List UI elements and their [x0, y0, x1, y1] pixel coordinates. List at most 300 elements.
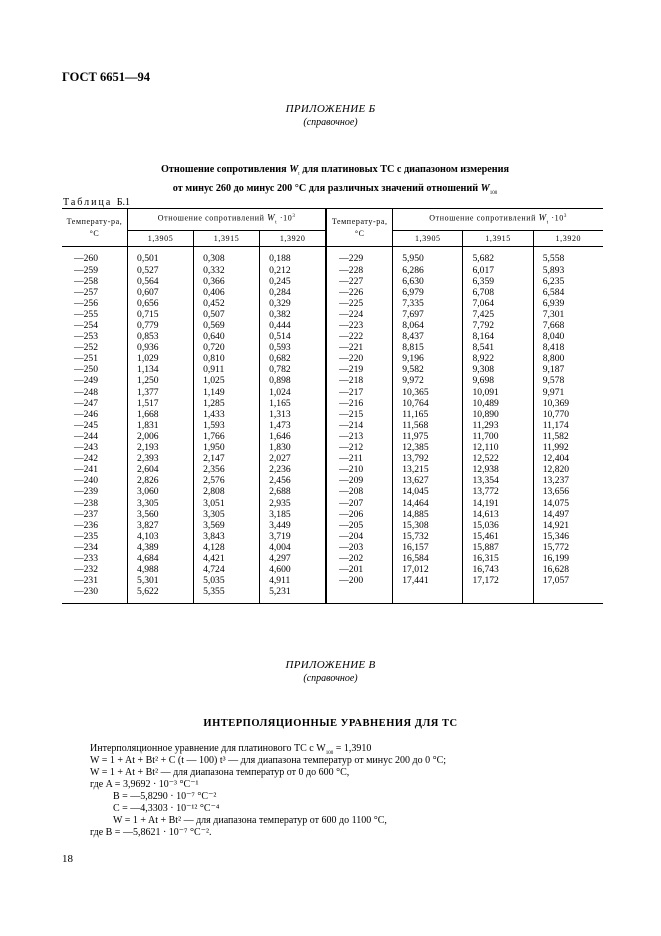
right-cell-ratio-0: 6,630	[393, 276, 463, 287]
right-cell-ratio-1: 7,792	[463, 320, 533, 331]
right-cell-temp: —215	[326, 409, 393, 420]
table-row	[62, 375, 603, 386]
right-cell-ratio-2: 14,921	[533, 520, 603, 531]
left-cell-ratio-0: 2,193	[128, 442, 194, 453]
left-cell-temp: —255	[74, 308, 98, 320]
left-cell-temp: —260	[74, 253, 98, 265]
ratio-header-exp: 3	[292, 214, 296, 219]
appendix-v-title: ПРИЛОЖЕНИЕ В	[285, 659, 376, 671]
right-cell-ratio-2: 9,578	[533, 375, 603, 386]
right-cell-ratio-1: 8,922	[463, 353, 533, 364]
left-cell-ratio-1: 0,640	[194, 331, 260, 342]
right-cell-ratio-0: 11,568	[393, 420, 463, 431]
left-cell-ratio-1: 0,569	[194, 320, 260, 331]
right-cell-ratio-0	[393, 586, 463, 604]
table-row	[62, 276, 603, 287]
table-row	[62, 420, 603, 431]
table-label	[63, 197, 130, 208]
appendix-v-subtitle: (справочное)	[303, 673, 358, 684]
right-cell-ratio-0: 10,365	[393, 387, 463, 398]
left-cell-ratio-1: 4,724	[194, 564, 260, 575]
left-cell-temp: —241	[74, 464, 98, 476]
right-cell-temp: —228	[326, 265, 393, 276]
left-cell-ratio-2: 0,245	[260, 276, 327, 287]
right-cell-ratio-0: 9,582	[393, 364, 463, 375]
right-cell-temp: —222	[326, 331, 393, 342]
right-cell-ratio-1: 14,191	[463, 498, 533, 509]
right-cell-temp: —226	[326, 287, 393, 298]
left-cell-temp: —239	[74, 486, 98, 498]
right-cell-ratio-2: 13,656	[533, 486, 603, 497]
right-cell-ratio-1: 14,613	[463, 509, 533, 520]
left-cell-ratio-1: 0,332	[194, 265, 260, 276]
right-cell-ratio-0: 8,064	[393, 320, 463, 331]
left-cell-ratio-0: 3,060	[128, 486, 194, 497]
right-cell-ratio-2: 15,346	[533, 531, 603, 542]
right-cell-ratio-2: 5,893	[533, 265, 603, 276]
table-row	[62, 409, 603, 420]
right-cell-ratio-2: 15,772	[533, 542, 603, 553]
right-cell-ratio-2: 17,057	[533, 575, 603, 586]
left-cell-temp: —232	[74, 564, 98, 576]
left-cell-ratio-0: 3,305	[128, 498, 194, 509]
caption-line1-a: Отношение сопротивления	[160, 164, 287, 175]
equation-3: W = 1 + At + Bt² — для диапазона температур от 600 до 1100 °С,	[113, 815, 387, 826]
ratio-header-symbol: W	[267, 212, 276, 223]
left-cell-ratio-2: 1,473	[260, 420, 327, 431]
left-cell-ratio-0: 0,715	[128, 309, 194, 320]
ratio-col-left-1: 1,3915	[194, 231, 260, 247]
right-cell-ratio-0: 13,627	[393, 475, 463, 486]
left-cell-ratio-2: 2,688	[260, 486, 327, 497]
ratio-col-left-2: 1,3920	[260, 231, 327, 247]
ratio-header-text: Отношение сопротивлений	[157, 213, 265, 223]
left-cell-ratio-0: 0,936	[128, 342, 194, 353]
right-cell-ratio-1: 10,489	[463, 398, 533, 409]
table-row	[62, 287, 603, 298]
coef-c: C = —4,3303 · 10⁻¹² °С⁻⁴	[113, 803, 220, 814]
intro-sub: 100	[325, 751, 334, 756]
right-cell-ratio-0: 8,815	[393, 342, 463, 353]
left-cell-temp: —246	[74, 408, 98, 420]
left-cell-ratio-0: 5,622	[128, 586, 194, 604]
left-cell-ratio-0: 2,604	[128, 464, 194, 475]
left-cell-ratio-1: 3,843	[194, 531, 260, 542]
left-cell-temp: —240	[74, 475, 98, 487]
right-cell-ratio-2: 11,582	[533, 431, 603, 442]
left-cell-ratio-0: 2,006	[128, 431, 194, 442]
left-cell-ratio-1: 1,593	[194, 420, 260, 431]
left-cell-ratio-2: 0,782	[260, 364, 327, 375]
right-cell-ratio-2: 9,971	[533, 387, 603, 398]
left-cell-ratio-0: 0,501	[128, 247, 194, 265]
right-cell-ratio-0: 9,196	[393, 353, 463, 364]
equation-1: W = 1 + At + Bt² + C (t — 100) t³ — для диапазона температур от минус 200 до 0 °С;	[90, 755, 447, 766]
right-cell-ratio-2: 14,075	[533, 498, 603, 509]
left-cell-ratio-2: 4,297	[260, 553, 327, 564]
left-cell-ratio-2: 2,236	[260, 464, 327, 475]
left-cell-ratio-0: 0,564	[128, 276, 194, 287]
caption-line1-b: для платиновых ТС с диапазоном измерения	[302, 164, 510, 175]
right-cell-ratio-0: 7,335	[393, 298, 463, 309]
left-cell-ratio-1: 1,149	[194, 387, 260, 398]
right-cell-temp: —223	[326, 320, 393, 331]
left-cell-temp: —256	[74, 297, 98, 309]
left-cell-ratio-1: 1,025	[194, 375, 260, 386]
right-cell-ratio-2: 7,668	[533, 320, 603, 331]
left-cell-ratio-2: 0,284	[260, 287, 327, 298]
right-cell-ratio-0: 15,732	[393, 531, 463, 542]
right-cell-ratio-2: 8,800	[533, 353, 603, 364]
right-cell-ratio-1: 10,091	[463, 387, 533, 398]
right-cell-ratio-2: 10,770	[533, 409, 603, 420]
left-cell-ratio-2: 3,185	[260, 509, 327, 520]
left-cell-ratio-2: 1,024	[260, 387, 327, 398]
right-cell-ratio-2: 12,404	[533, 453, 603, 464]
right-cell-temp: —207	[326, 498, 393, 509]
table-row	[62, 387, 603, 398]
right-cell-ratio-1: 15,036	[463, 520, 533, 531]
right-cell-ratio-2: 9,187	[533, 364, 603, 375]
temp-header-right: Температу-ра, °С	[326, 209, 393, 247]
intro-text: Интерполяционное уравнение для платинового ТС с W	[90, 743, 326, 754]
right-cell-temp: —208	[326, 486, 393, 497]
table-row	[62, 298, 603, 309]
left-cell-temp: —233	[74, 552, 98, 564]
right-cell-ratio-0: 16,584	[393, 553, 463, 564]
ratio-header-sub: t	[275, 220, 278, 226]
left-cell-ratio-1: 5,355	[194, 586, 260, 604]
left-cell-temp: —237	[74, 508, 98, 520]
right-cell-temp: —220	[326, 353, 393, 364]
left-cell-ratio-1: 1,766	[194, 431, 260, 442]
right-cell-ratio-1: 8,164	[463, 331, 533, 342]
left-cell-ratio-2: 0,682	[260, 353, 327, 364]
right-cell-ratio-1: 8,541	[463, 342, 533, 353]
right-cell-ratio-0: 9,972	[393, 375, 463, 386]
left-cell-temp: —258	[74, 275, 98, 287]
right-cell-ratio-0: 16,157	[393, 542, 463, 553]
right-cell-temp: —211	[326, 453, 393, 464]
left-cell-ratio-0: 0,527	[128, 265, 194, 276]
left-cell-temp: —249	[74, 375, 98, 387]
table-row	[62, 564, 603, 575]
table-row	[62, 431, 603, 442]
left-cell-ratio-2: 2,456	[260, 475, 327, 486]
left-cell-temp: —250	[74, 364, 98, 376]
right-cell-ratio-1: 13,354	[463, 475, 533, 486]
table-row	[62, 353, 603, 364]
right-cell-temp: —229	[326, 247, 393, 265]
left-cell-ratio-1: 0,406	[194, 287, 260, 298]
ratio-col-right-0: 1,3905	[393, 231, 463, 247]
right-cell-ratio-0: 11,165	[393, 409, 463, 420]
right-cell-ratio-1: 7,425	[463, 309, 533, 320]
left-cell-ratio-1: 2,356	[194, 464, 260, 475]
caption-symbol-w100: W	[480, 183, 490, 195]
left-cell-ratio-2: 0,444	[260, 320, 327, 331]
right-cell-ratio-2: 11,992	[533, 442, 603, 453]
left-cell-ratio-2: 0,898	[260, 375, 327, 386]
right-cell-temp: —210	[326, 464, 393, 475]
right-cell-temp: —203	[326, 542, 393, 553]
right-cell-ratio-0: 10,764	[393, 398, 463, 409]
right-cell-ratio-2	[533, 586, 603, 604]
right-cell-ratio-2: 5,558	[533, 247, 603, 265]
right-cell-temp: —205	[326, 520, 393, 531]
right-cell-temp: —212	[326, 442, 393, 453]
right-cell-temp: —221	[326, 342, 393, 353]
left-cell-ratio-0: 0,607	[128, 287, 194, 298]
right-cell-temp: —202	[326, 553, 393, 564]
left-cell-ratio-0: 0,853	[128, 331, 194, 342]
right-cell-ratio-2: 10,369	[533, 398, 603, 409]
right-cell-ratio-2: 11,174	[533, 420, 603, 431]
left-cell-ratio-2: 1,830	[260, 442, 327, 453]
left-cell-ratio-1: 4,421	[194, 553, 260, 564]
left-cell-temp: —236	[74, 519, 98, 531]
right-cell-temp: —217	[326, 387, 393, 398]
right-cell-ratio-2: 6,584	[533, 287, 603, 298]
right-cell-ratio-0: 17,441	[393, 575, 463, 586]
left-cell-ratio-2: 3,719	[260, 531, 327, 542]
right-cell-temp: —213	[326, 431, 393, 442]
intro-tail: = 1,3910	[333, 743, 372, 754]
left-cell-ratio-2: 4,600	[260, 564, 327, 575]
right-cell-ratio-1: 17,172	[463, 575, 533, 586]
table-row	[62, 553, 603, 564]
table-row	[62, 542, 603, 553]
right-cell-temp: —214	[326, 420, 393, 431]
table-row	[62, 509, 603, 520]
right-cell-ratio-2: 13,237	[533, 475, 603, 486]
right-cell-temp: —209	[326, 475, 393, 486]
left-cell-ratio-1: 2,576	[194, 475, 260, 486]
right-cell-ratio-1: 5,682	[463, 247, 533, 265]
left-cell-ratio-0: 1,831	[128, 420, 194, 431]
left-cell-temp: —243	[74, 442, 98, 454]
left-cell-temp: —251	[74, 353, 98, 365]
table-row	[62, 398, 603, 409]
right-cell-temp: —219	[326, 364, 393, 375]
left-cell-ratio-2: 0,329	[260, 298, 327, 309]
ratio-col-right-2: 1,3920	[533, 231, 603, 247]
left-cell-ratio-0: 0,779	[128, 320, 194, 331]
left-cell-ratio-0: 1,668	[128, 409, 194, 420]
right-cell-ratio-1: 6,017	[463, 265, 533, 276]
left-cell-ratio-2: 5,231	[260, 586, 327, 604]
right-cell-ratio-2: 8,040	[533, 331, 603, 342]
left-cell-ratio-0: 0,656	[128, 298, 194, 309]
ratio-col-right-1: 1,3915	[463, 231, 533, 247]
right-cell-ratio-0: 6,979	[393, 287, 463, 298]
caption-symbol-w100-sub: 100	[489, 191, 498, 197]
right-cell-ratio-1: 7,064	[463, 298, 533, 309]
ratio-col-left-0: 1,3905	[128, 231, 194, 247]
table-body	[62, 247, 603, 604]
right-cell-temp: —225	[326, 298, 393, 309]
left-cell-ratio-1: 0,507	[194, 309, 260, 320]
left-cell-ratio-0: 1,377	[128, 387, 194, 398]
right-cell-ratio-0: 12,385	[393, 442, 463, 453]
page-number: 18	[62, 853, 73, 865]
left-cell-ratio-1: 5,035	[194, 575, 260, 586]
table-row	[62, 486, 603, 497]
appendix-b-subtitle: (справочное)	[303, 117, 358, 128]
left-cell-ratio-0: 4,988	[128, 564, 194, 575]
left-cell-temp: —248	[74, 386, 98, 398]
left-cell-ratio-0: 4,103	[128, 531, 194, 542]
right-cell-ratio-1: 16,315	[463, 553, 533, 564]
ratio-header-mult: ·10	[551, 213, 564, 223]
left-cell-ratio-2: 0,212	[260, 265, 327, 276]
left-cell-temp: —244	[74, 430, 98, 442]
right-cell-temp: —200	[326, 575, 393, 586]
right-cell-ratio-2: 16,199	[533, 553, 603, 564]
right-cell-ratio-0: 15,308	[393, 520, 463, 531]
table-row	[62, 265, 603, 276]
left-cell-ratio-1: 0,452	[194, 298, 260, 309]
table-label-number: Б.1	[116, 197, 131, 208]
right-cell-ratio-0: 6,286	[393, 265, 463, 276]
table-row	[62, 575, 603, 586]
table-row	[62, 464, 603, 475]
left-cell-temp: —254	[74, 320, 98, 331]
left-cell-ratio-2: 1,165	[260, 398, 327, 409]
ratio-header-symbol: W	[538, 212, 547, 223]
right-cell-ratio-2: 6,235	[533, 276, 603, 287]
left-cell-temp: —245	[74, 419, 98, 431]
right-cell-ratio-1: 10,890	[463, 409, 533, 420]
right-cell-temp: —216	[326, 398, 393, 409]
left-cell-ratio-0: 3,827	[128, 520, 194, 531]
right-cell-ratio-1: 15,887	[463, 542, 533, 553]
appendix-b-title: ПРИЛОЖЕНИЕ Б	[285, 103, 376, 115]
caption-symbol-w: W	[289, 164, 299, 175]
left-cell-ratio-2: 0,188	[260, 247, 327, 265]
table-row	[62, 342, 603, 353]
right-cell-temp: —206	[326, 509, 393, 520]
right-cell-ratio-0: 7,697	[393, 309, 463, 320]
left-cell-ratio-0: 1,134	[128, 364, 194, 375]
left-cell-ratio-2: 4,911	[260, 575, 327, 586]
table-row	[62, 442, 603, 453]
table-row	[62, 520, 603, 531]
table-row	[62, 247, 603, 265]
right-cell-ratio-0: 13,792	[393, 453, 463, 464]
table-row	[62, 498, 603, 509]
left-cell-ratio-1: 3,305	[194, 509, 260, 520]
left-cell-temp: —252	[74, 342, 98, 354]
right-cell-ratio-2: 16,628	[533, 564, 603, 575]
right-cell-temp: —204	[326, 531, 393, 542]
right-cell-ratio-1: 6,359	[463, 276, 533, 287]
left-cell-ratio-0: 2,393	[128, 453, 194, 464]
left-cell-ratio-2: 4,004	[260, 542, 327, 553]
right-cell-ratio-1: 12,110	[463, 442, 533, 453]
left-cell-temp: —235	[74, 530, 98, 542]
right-cell-ratio-1: 9,698	[463, 375, 533, 386]
right-cell-ratio-0: 5,950	[393, 247, 463, 265]
left-cell-ratio-2: 2,027	[260, 453, 327, 464]
left-cell-temp: —238	[74, 497, 98, 509]
left-cell-ratio-2: 0,382	[260, 309, 327, 320]
ratio-header-right	[393, 209, 603, 231]
left-cell-ratio-0: 4,684	[128, 553, 194, 564]
table-row	[62, 475, 603, 486]
left-cell-temp: —234	[74, 541, 98, 553]
resistance-ratio-table	[62, 208, 603, 604]
left-cell-temp: —242	[74, 453, 98, 465]
table-row	[62, 309, 603, 320]
table-row	[62, 320, 603, 331]
coef-a: где A = 3,9692 · 10⁻³ °С⁻¹	[90, 779, 199, 790]
left-cell-ratio-0: 1,250	[128, 375, 194, 386]
left-cell-ratio-0: 3,560	[128, 509, 194, 520]
equation-2: W = 1 + At + Bt² — для диапазона температур от 0 до 600 °С,	[90, 767, 350, 778]
right-cell-ratio-2: 7,301	[533, 309, 603, 320]
left-cell-ratio-2: 0,514	[260, 331, 327, 342]
left-cell-ratio-1: 1,433	[194, 409, 260, 420]
right-cell-ratio-2: 14,497	[533, 509, 603, 520]
left-cell-ratio-2: 0,593	[260, 342, 327, 353]
right-cell-temp: —227	[326, 276, 393, 287]
right-cell-ratio-1: 12,938	[463, 464, 533, 475]
right-cell-ratio-2: 6,939	[533, 298, 603, 309]
left-cell-ratio-1: 1,950	[194, 442, 260, 453]
left-cell-temp: —230	[62, 586, 128, 604]
left-cell-ratio-1: 4,128	[194, 542, 260, 553]
right-cell-temp: —224	[326, 309, 393, 320]
ratio-header-text: Отношение сопротивлений	[429, 213, 537, 223]
left-cell-temp: —247	[74, 397, 98, 409]
right-cell-temp: —201	[326, 564, 393, 575]
right-cell-ratio-0: 14,464	[393, 498, 463, 509]
left-cell-temp: —231	[74, 575, 98, 587]
coef-b: B = —5,8290 · 10⁻⁷ °С⁻²	[113, 791, 217, 802]
right-cell-ratio-1	[463, 586, 533, 604]
table-row	[62, 531, 603, 542]
left-cell-ratio-1: 0,720	[194, 342, 260, 353]
right-cell-ratio-1: 16,743	[463, 564, 533, 575]
coef-b2: где B = —5,8621 · 10⁻⁷ °С⁻².	[90, 827, 212, 838]
left-cell-ratio-0: 5,301	[128, 575, 194, 586]
right-cell-ratio-0: 11,975	[393, 431, 463, 442]
ratio-header-left	[128, 209, 327, 231]
right-cell-ratio-1: 9,308	[463, 364, 533, 375]
left-cell-temp: —253	[74, 331, 98, 343]
table-row	[62, 586, 603, 604]
right-cell-temp: —218	[326, 375, 393, 386]
left-cell-ratio-2: 1,313	[260, 409, 327, 420]
right-cell-ratio-1: 15,461	[463, 531, 533, 542]
left-cell-ratio-1: 2,808	[194, 486, 260, 497]
right-cell-temp	[326, 586, 393, 604]
left-cell-ratio-0: 4,389	[128, 542, 194, 553]
left-cell-ratio-1: 3,051	[194, 498, 260, 509]
right-cell-ratio-1: 11,700	[463, 431, 533, 442]
left-cell-temp: —259	[74, 264, 98, 276]
table-caption	[100, 163, 570, 201]
left-cell-ratio-1: 0,911	[194, 364, 260, 375]
left-cell-temp: —257	[74, 286, 98, 298]
right-cell-ratio-1: 11,293	[463, 420, 533, 431]
right-cell-ratio-2: 8,418	[533, 342, 603, 353]
left-cell-ratio-0: 1,029	[128, 353, 194, 364]
right-cell-ratio-0: 8,437	[393, 331, 463, 342]
caption-line2-a: от минус 260 до минус 200 °С для различных значений отношений	[172, 183, 479, 195]
left-cell-ratio-1: 0,810	[194, 353, 260, 364]
